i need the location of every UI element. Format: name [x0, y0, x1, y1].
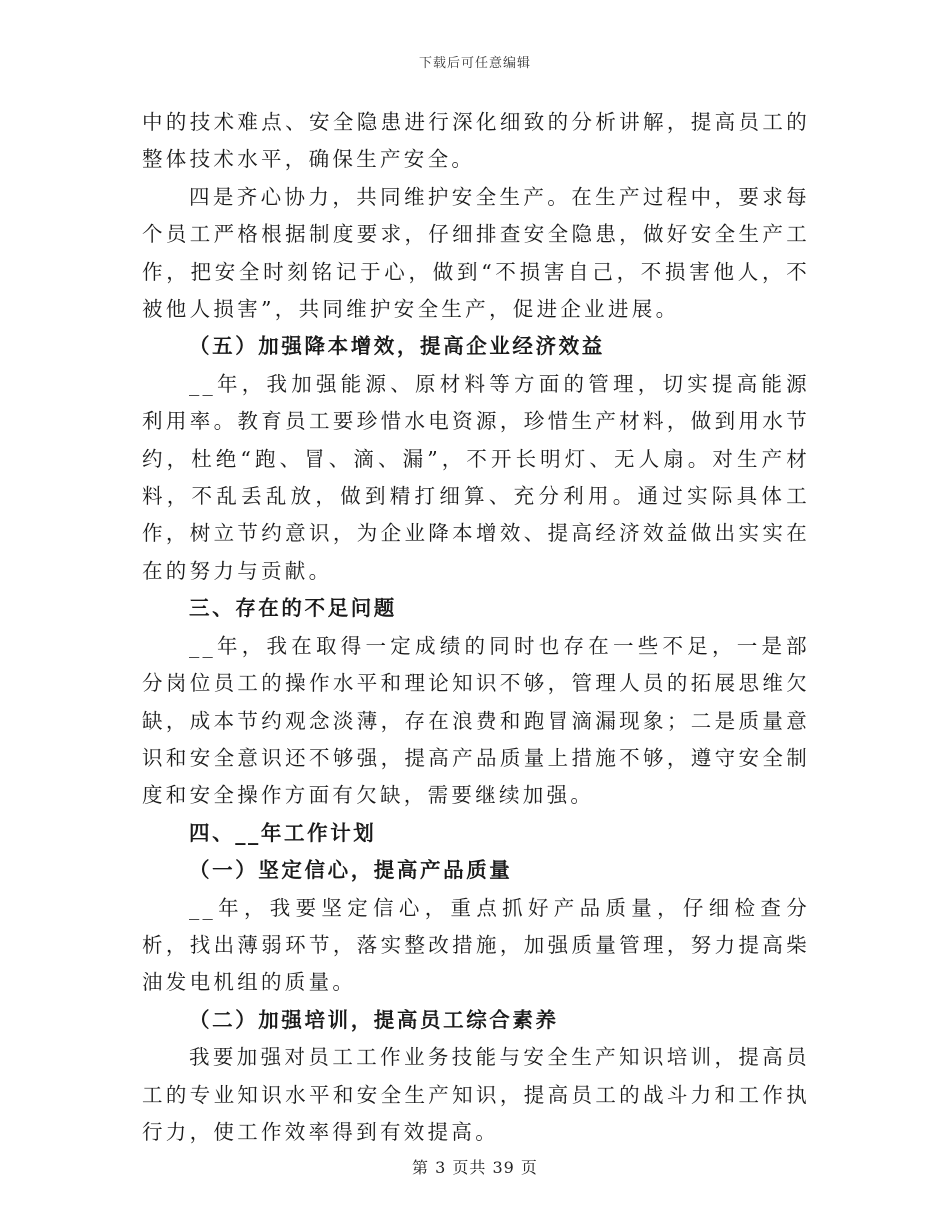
page-header: 下载后可任意编辑 — [418, 56, 531, 71]
section-heading: 三、存在的不足问题 — [189, 596, 397, 621]
section-heading: 四、__年工作计划 — [189, 820, 377, 845]
paragraph: 中的技术难点、安全隐患进行深化细致的分析讲解，提高员工的整体技术水平，确保生产安全。 — [142, 110, 810, 172]
paragraph: 四是齐心协力，共同维护安全生产。在生产过程中，要求每个员工严格根据制度要求，仔细排查安全隐患，做好安全生产工作，把安全时刻铭记于心，做到“不损害自己，不损害他人，不被他人损害”，共同维护安全生产，促进企业进展。 — [142, 184, 810, 322]
section-heading: （一）坚定信心，提高产品质量 — [189, 858, 513, 883]
paragraph: __年，我要坚定信心，重点抓好产品质量，仔细检查分析，找出薄弱环节，落实整改措施，加强质量管理，努力提高柴油发电机组的质量。 — [142, 895, 810, 995]
paragraph: __年，我加强能源、原材料等方面的管理，切实提高能源利用率。教育员工要珍惜水电资源，珍惜生产材料，做到用水节约，杜绝“跑、冒、滴、漏”，不开长明灯、无人扇。对生产材料，不乱丢乱放，做到精打细算、充分利用。通过实际具体工作，树立节约意识，为企业降本增效、提高经济效益做出实实在在的努力与贡献。 — [142, 371, 810, 583]
paragraph: 我要加强对员工工作业务技能与安全生产知识培训，提高员工的专业知识水平和安全生产知识，提高员工的战斗力和工作执行力，使工作效率得到有效提高。 — [142, 1045, 810, 1144]
section-heading: （五）加强降本增效，提高企业经济效益 — [189, 334, 605, 359]
page-footer: 第 3 页共 39 页 — [412, 1158, 538, 1177]
section-heading: （二）加强培训，提高员工综合素养 — [189, 1007, 559, 1032]
document-body — [142, 104, 810, 1151]
paragraph: __年，我在取得一定成绩的同时也存在一些不足，一是部分岗位员工的操作水平和理论知识不够，管理人员的拓展思维欠缺，成本节约观念淡薄，存在浪费和跑冒滴漏现象；二是质量意识和安全意识还不够强，提高产品质量上措施不够，遵守安全制度和安全操作方面有欠缺，需要继续加强。 — [142, 633, 810, 808]
